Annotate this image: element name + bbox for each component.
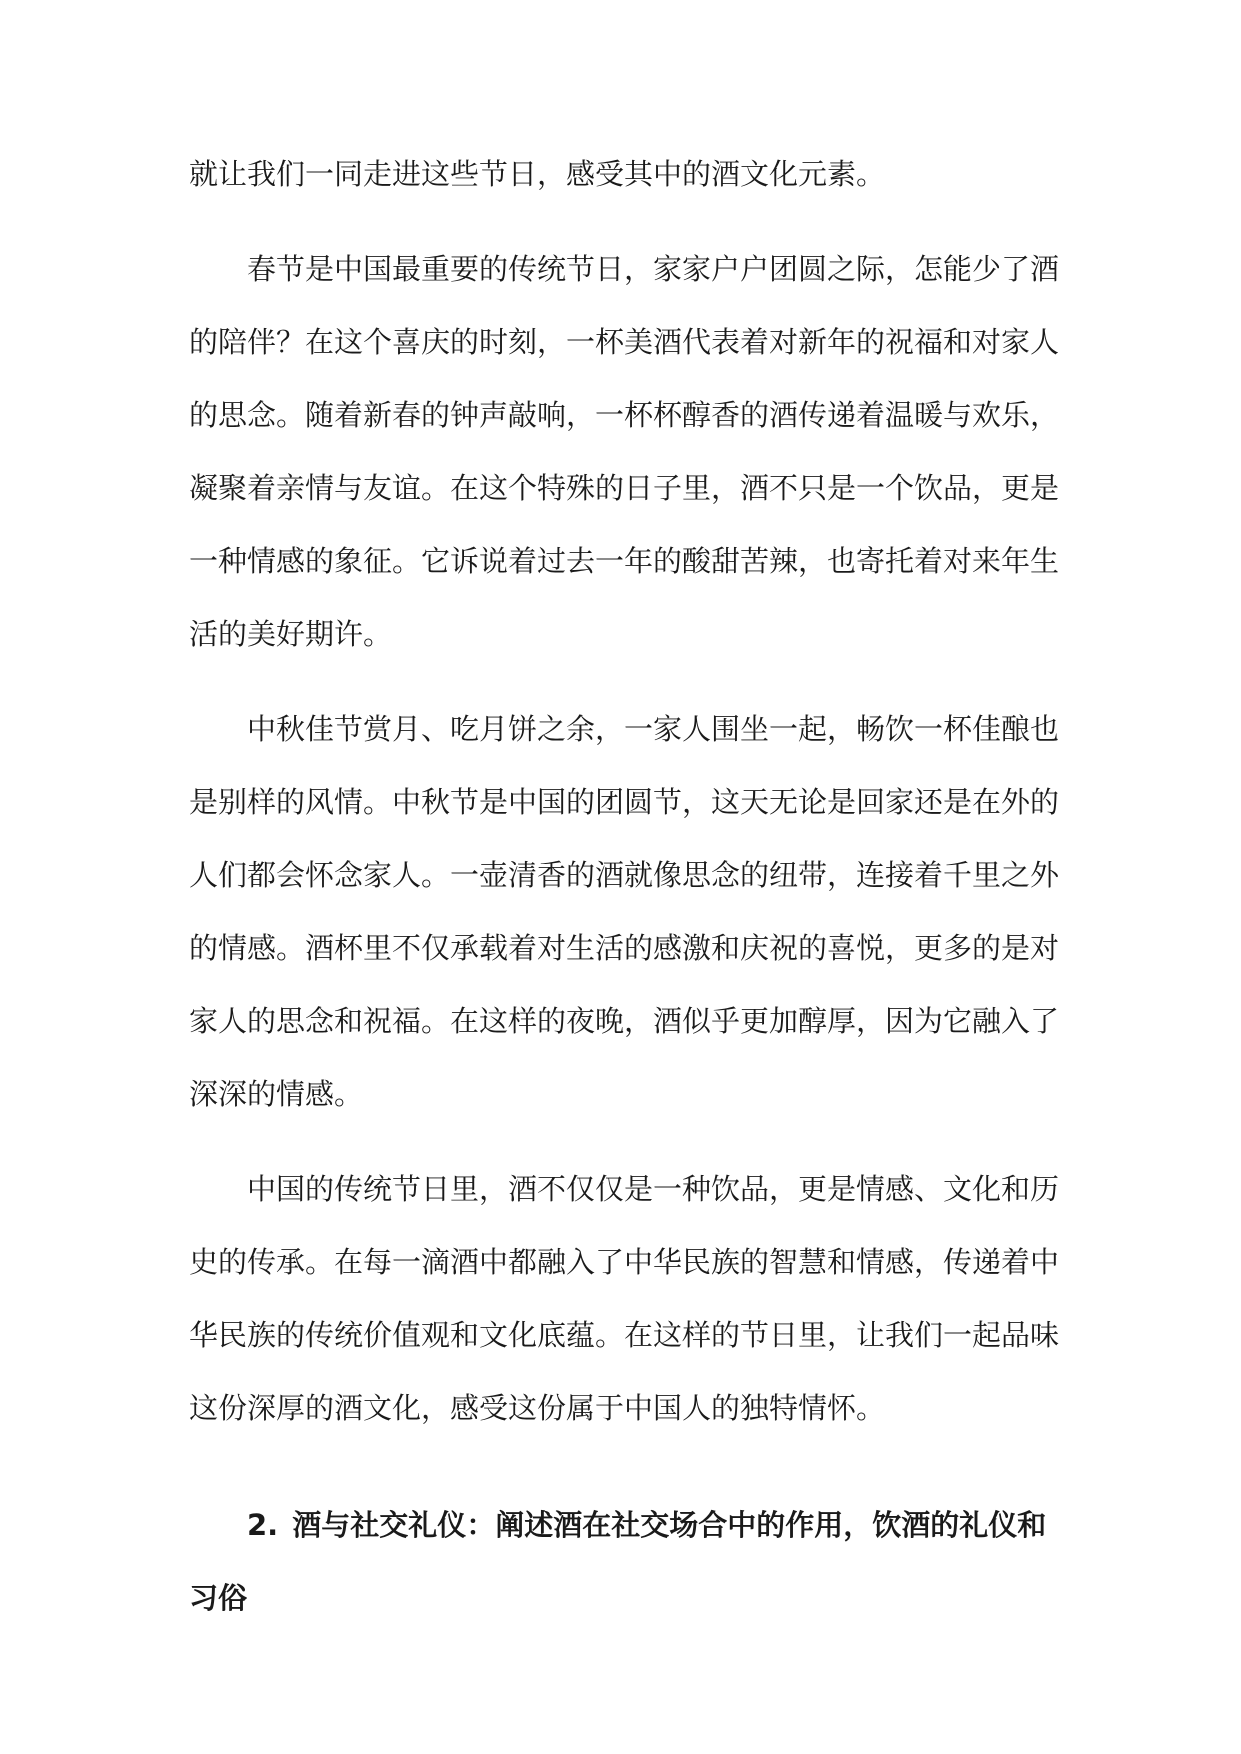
paragraph-tradition: 中国的传统节日里，酒不仅仅是一种饮品，更是情感、文化和历史的传承。在每一滴酒中都融入了中华民族的智慧和情感，传递着中华民族的传统价值观和文化底蕴。在这样的节日里，让我们一起品味这份深厚的酒文化，感受这份属于中国人的独特情怀。 xyxy=(189,1172,1060,1425)
section-number: 2. xyxy=(247,1508,279,1542)
paragraph-spring-festival: 春节是中国最重要的传统节日，家家户户团圆之际，怎能少了酒的陪伴？在这个喜庆的时刻，一杯美酒代表着对新年的祝福和对家人的思念。随着新春的钟声敲响，一杯杯醇香的酒传递着温暖与欢乐，凝聚着亲情与友谊。在这个特殊的日子里，酒不只是一个饮品，更是一种情感的象征。它诉说着过去一年的酸甜苦辣，也寄托着对来年生活的美好期许。 xyxy=(189,252,1060,651)
paragraph-mid-autumn: 中秋佳节赏月、吃月饼之余，一家人围坐一起，畅饮一杯佳酿也是别样的风情。中秋节是中国的团圆节，这天无论是回家还是在外的人们都会怀念家人。一壶清香的酒就像思念的纽带，连接着千里之外的情感。酒杯里不仅承载着对生活的感激和庆祝的喜悦，更多的是对家人的思念和祝福。在这样的夜晚，酒似乎更加醇厚，因为它融入了深深的情感。 xyxy=(189,712,1060,1111)
section-title: 酒与社交礼仪：阐述酒在社交场合中的作用，饮酒的礼仪和习俗 xyxy=(189,1508,1047,1615)
section-heading xyxy=(189,1489,1059,1635)
body-text xyxy=(189,138,1059,1635)
paragraph-continuation: 就让我们一同走进这些节日，感受其中的酒文化元素。 xyxy=(189,157,886,191)
